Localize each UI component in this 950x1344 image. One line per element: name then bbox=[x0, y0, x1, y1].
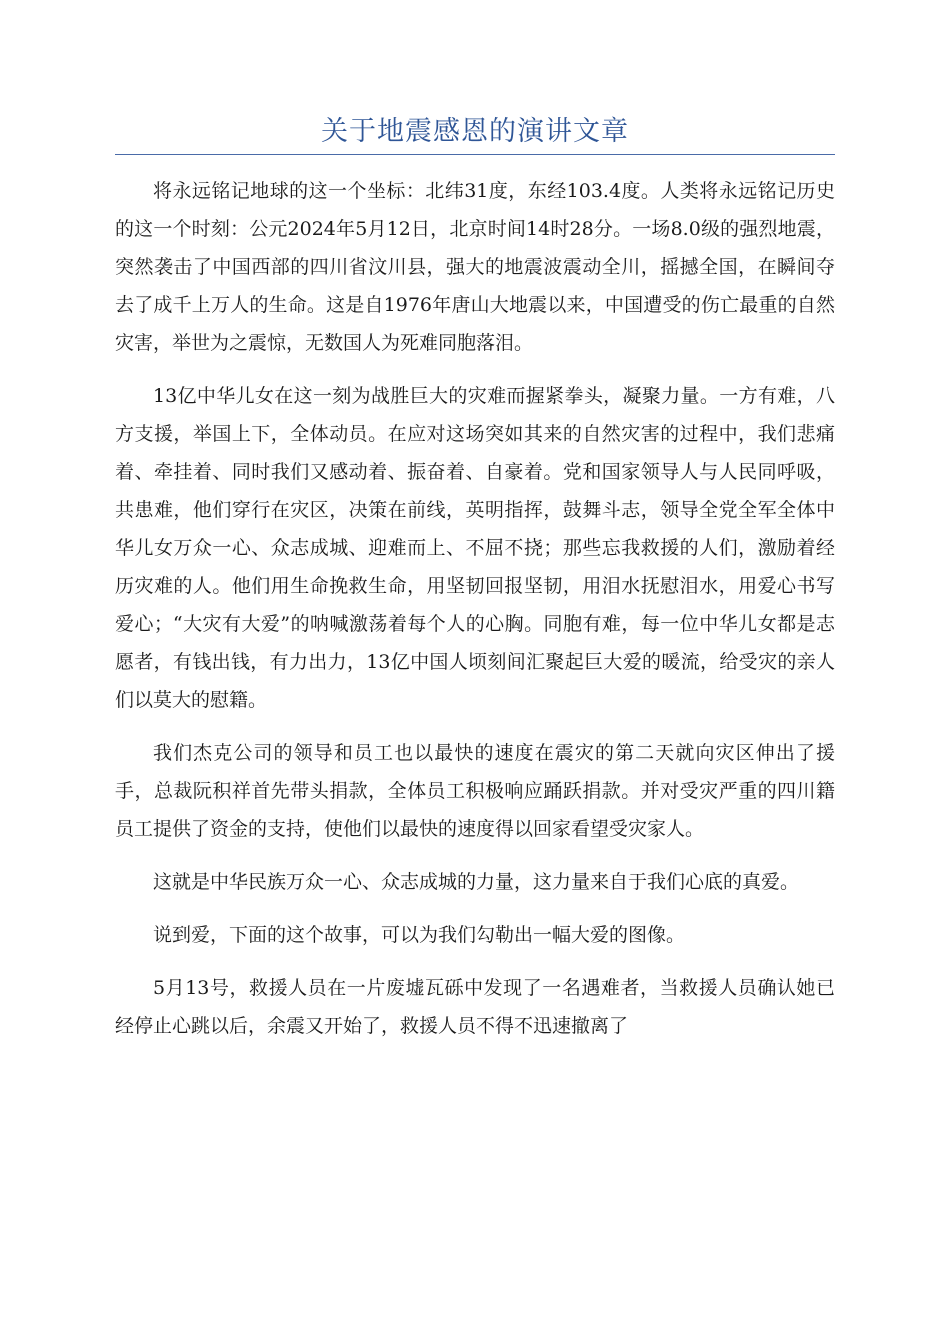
document-body bbox=[115, 172, 835, 1060]
paragraph-3: 我们杰克公司的领导和员工也以最快的速度在震灾的第二天就向灾区伸出了援手，总裁阮积祥首先带头捐款，全体员工积极响应踊跃捐款。并对受灾严重的四川籍员工提供了资金的支持，使他们以最快的速度得以回家看望受灾家人。 bbox=[115, 742, 835, 840]
paragraph-5: 说到爱，下面的这个故事，可以为我们勾勒出一幅大爱的图像。 bbox=[153, 924, 686, 946]
paragraph-4: 这就是中华民族万众一心、众志成城的力量，这力量来自于我们心底的真爱。 bbox=[153, 871, 800, 893]
paragraph-6: 5月13号，救援人员在一片废墟瓦砾中发现了一名遇难者，当救援人员确认她已经停止心跳以后，余震又开始了，救援人员不得不迅速撤离了 bbox=[115, 977, 835, 1037]
paragraph-1: 将永远铭记地球的这一个坐标：北纬31度，东经103.4度。人类将永远铭记历史的这一个时刻：公元2024年5月12日，北京时间14时28分。一场8.0级的强烈地震，突然袭击了中国西部的四川省汶川县，强大的地震波震动全川，摇撼全国，在瞬间夺去了成千上万人的生命。这是自1976年唐山大地震以来，中国遭受的伤亡最重的自然灾害，举世为之震惊，无数国人为死难同胞落泪。 bbox=[115, 180, 835, 354]
title-underline bbox=[115, 154, 835, 155]
document-title: 关于地震感恩的演讲文章 bbox=[321, 116, 629, 147]
paragraph-2: 13亿中华儿女在这一刻为战胜巨大的灾难而握紧拳头，凝聚力量。一方有难，八方支援，举国上下，全体动员。在应对这场突如其来的自然灾害的过程中，我们悲痛着、牵挂着、同时我们又感动着、振奋着、自豪着。党和国家领导人与人民同呼吸，共患难，他们穿行在灾区，决策在前线，英明指挥，鼓舞斗志，领导全党全军全体中华儿女万众一心、众志成城、迎难而上、不屈不挠；那些忘我救援的人们，激励着经历灾难的人。他们用生命挽救生命，用坚韧回报坚韧，用泪水抚慰泪水，用爱心书写爱心；“大灾有大爱”的呐喊激荡着每个人的心胸。同胞有难，每一位中华儿女都是志愿者，有钱出钱，有力出力，13亿中国人顷刻间汇聚起巨大爱的暖流，给受灾的亲人们以莫大的慰籍。 bbox=[115, 385, 835, 711]
